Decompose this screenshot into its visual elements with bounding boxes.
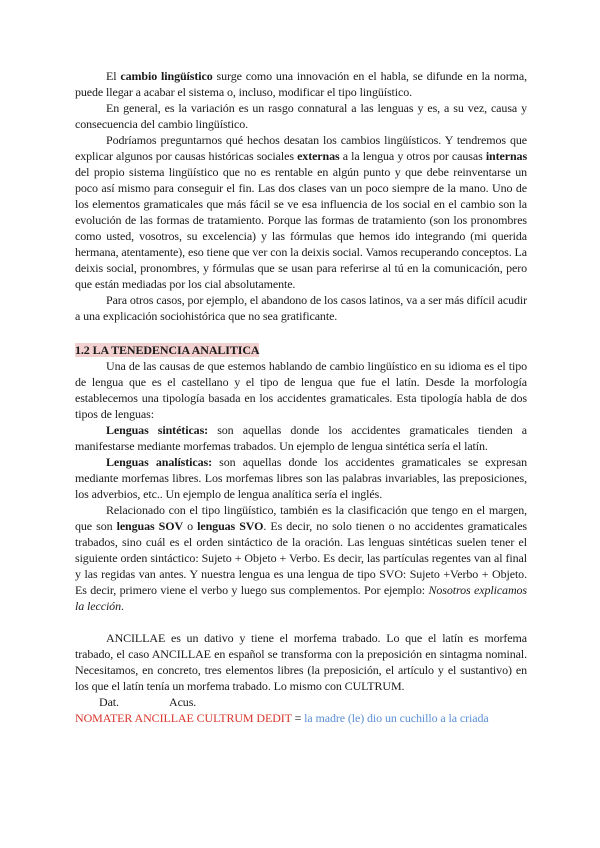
paragraph-ancillae: ANCILLAE es un dativo y tiene el morfema trabado. Lo que el latín es morfema trabado, el caso ANCILLAE en español se transforma con la preposición en sintagma nominal. Necesitamos, en concreto, tres elementos libres (la preposición, el artículo y el sustantivo) en los que el latín tenía un morfema trabado. Lo mismo con CULTRUM. <box>75 631 527 693</box>
paragraph-variacion: En general, es la variación es un rasgo connatural a las lenguas y es, a su vez, causa y consecuencia del cambio lingüístico. <box>75 101 527 131</box>
text: a la lengua y otros por causas <box>339 149 486 163</box>
case-labels <box>75 694 527 710</box>
text: son aquellas donde los accidentes gramaticales tienden a manifestarse mediante morfemas trabados. Un ejemplo de lengua sintética sería el latín. <box>75 423 527 453</box>
spanish-translation: la madre (le) dio un cuchillo a la criada <box>304 711 489 725</box>
bold-term: cambio lingüístico <box>120 69 213 83</box>
paragraph-lenguas-analiticas <box>75 454 527 502</box>
bold-term: externas <box>297 149 340 163</box>
text: o <box>183 519 198 533</box>
latin-example: NOMATER ANCILLAE CULTRUM DEDIT <box>75 711 292 725</box>
example-line <box>75 710 527 726</box>
document-page <box>75 68 527 726</box>
bold-term: Lenguas sintéticas: <box>106 423 209 437</box>
paragraph-tipologia: Una de las causas de que estemos hablando de cambio lingüístico en su idioma es el tipo de lengua que es el castellano y el tipo de lengua que fue el latín. Desde la morfología establecemos una tipología basada en los accidentes gramaticales. Esta tipología habla de dos tipos de lenguas: <box>75 359 527 421</box>
paragraph-orden-sintactico <box>75 502 527 614</box>
heading-text: 1.2 LA TENEDENCIA ANALITICA <box>75 343 260 357</box>
bold-term: lenguas SVO <box>197 519 264 533</box>
paragraph-lenguas-sinteticas <box>75 422 527 454</box>
equals-sign: = <box>291 711 305 725</box>
text: Podríamos preguntarnos qué hechos desatan los cambios lingüísticos. Y tendremos que explicar algunos por causas históricas sociales <box>75 133 527 163</box>
text: Relacionado con el tipo lingüístico, también es la clasificación que tengo en el margen, que son <box>75 503 527 533</box>
italic-example: Nosotros explicamos la lección <box>75 583 527 613</box>
text: son aquellas donde los accidentes gramaticales se expresan mediante morfemas libres. Los morfemas libres son las palabras invariables, las preposiciones, los adverbios, etc.. Un ejemplo de lengua analítica sería el inglés. <box>75 455 527 501</box>
bold-term: lenguas SOV <box>116 519 184 533</box>
label-dativo: Dat. <box>99 695 119 709</box>
section-heading <box>75 342 527 358</box>
label-acusativo: Acus. <box>169 695 197 709</box>
text: del propio sistema lingüístico que no es rentable en algún punto y que debe reinventarse un poco así mismo para conseguir el fin. Las dos clases van un poco siempre de la mano. Uno de los elementos gramaticales que más fácil se ve esa influencia de los social en el cambio son la evolución de las formas de tratamiento. Porque las formas de tratamiento (son los pronombres como usted, vosotros, su excelencia) y las fórmulas que hemos ido integrando (mi querida hermana, atentamente), eso tiene que ver con la deixis social. Vamos recuperando conceptos. La deixis social, pronombres, y fórmulas que se usan para referirse al tú en la comunicación, pero que están mediadas por los cial absolutamente. <box>75 165 527 291</box>
text: El <box>106 69 121 83</box>
bold-term: internas <box>485 149 528 163</box>
paragraph-cambio-linguistico <box>75 68 527 100</box>
text: surge como una innovación en el habla, se difunde en la norma, puede llegar a acabar el sistema o, incluso, modificar el tipo lingüístico. <box>75 69 527 99</box>
bold-term: Lenguas analísticas: <box>106 455 212 469</box>
text: . <box>120 599 124 613</box>
text: . Es decir, no solo tienen o no accidentes gramaticales trabados, sino cuál es el orden sintáctico de la oración. Las lenguas sintéticas suelen tener el siguiente orden sintáctico: Sujeto + Objeto + Verbo. Es decir, las partículas regentes van al final y las regidas van antes. Y nuestra lengua es una lengua de tipo SVO: Sujeto +Verbo + Objeto. Es decir, primero viene el verbo y luego sus complementos. Por ejemplo: <box>75 519 527 597</box>
paragraph-otros-casos: Para otros casos, por ejemplo, el abandono de los casos latinos, va a ser más difícil acudir a una explicación sociohistórica que no sea gratificante. <box>75 293 528 323</box>
paragraph-causas <box>75 132 527 292</box>
